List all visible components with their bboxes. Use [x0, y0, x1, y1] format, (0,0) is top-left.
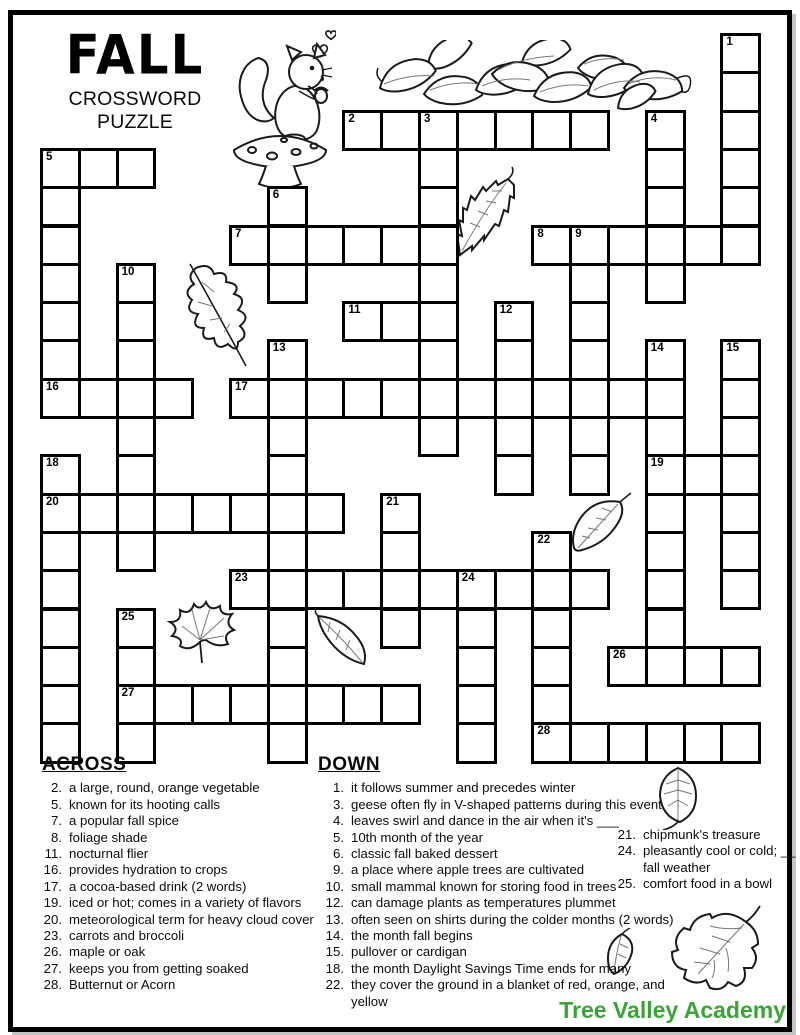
grid-cell[interactable]	[40, 186, 81, 227]
grid-cell[interactable]	[418, 339, 459, 380]
grid-cell[interactable]	[267, 225, 308, 266]
cell-number: 14	[650, 342, 664, 355]
clue-number: 13.	[325, 911, 344, 927]
across-clues	[36, 754, 314, 994]
grid-cell[interactable]	[342, 569, 383, 610]
clue-text: often seen on shirts during the colder months (2 words)	[351, 911, 674, 927]
grid-cell[interactable]	[418, 301, 459, 342]
clue-text: foliage shade	[69, 829, 148, 845]
grid-cell[interactable]	[569, 301, 610, 342]
cell-number: 18	[46, 457, 59, 470]
clue-number: 20.	[43, 911, 62, 927]
cell-number: 7	[235, 227, 242, 240]
grid-cell[interactable]	[229, 378, 270, 419]
grid-cell[interactable]	[569, 416, 610, 457]
clue-number: 3.	[333, 796, 344, 812]
clue-number: 19.	[43, 895, 62, 911]
grid-cell[interactable]	[720, 569, 761, 610]
grid-cell[interactable]	[720, 225, 761, 266]
grid-cell[interactable]	[40, 148, 81, 189]
grid-cell[interactable]	[380, 301, 421, 342]
cell-number: 23	[235, 572, 248, 585]
clue-text: can damage plants as temperatures plummet	[351, 895, 616, 911]
grid-cell[interactable]	[569, 263, 610, 304]
grid-cell[interactable]	[418, 569, 459, 610]
cell-number: 16	[46, 380, 59, 393]
grid-cell[interactable]	[342, 110, 383, 151]
clue-number: 5.	[51, 796, 62, 812]
grid-cell[interactable]	[267, 608, 308, 649]
clue-text: a cocoa-based drink (2 words)	[69, 878, 247, 894]
grid-cell[interactable]	[456, 646, 497, 687]
grid-cell[interactable]	[607, 378, 648, 419]
grid-cell[interactable]	[456, 110, 497, 151]
clue-text: chipmunk's treasure	[643, 827, 761, 842]
grid-cell[interactable]	[720, 646, 761, 687]
clue-text: the month fall begins	[351, 928, 473, 944]
grid-cell[interactable]	[645, 339, 686, 380]
across-clue-16	[36, 862, 314, 878]
clue-text: carrots and broccoli	[69, 928, 185, 944]
grid-cell[interactable]	[380, 225, 421, 266]
grid-cell[interactable]	[683, 454, 724, 495]
grid-cell[interactable]	[645, 148, 686, 189]
grid-cell[interactable]	[418, 416, 459, 457]
grid-cell[interactable]	[380, 531, 421, 572]
grid-cell[interactable]	[305, 225, 346, 266]
grid-cell[interactable]	[116, 301, 157, 342]
grid-cell[interactable]	[456, 684, 497, 725]
grid-cell[interactable]	[267, 684, 308, 725]
grid-cell[interactable]	[305, 569, 346, 610]
down-clue-14	[312, 928, 674, 944]
grid-cell[interactable]	[267, 186, 308, 227]
grid-cell[interactable]	[720, 493, 761, 534]
down-clue-15	[312, 944, 674, 960]
grid-cell[interactable]	[531, 531, 572, 572]
page-subtitle: CROSSWORD PUZZLE	[68, 88, 202, 133]
grid-cell[interactable]	[456, 608, 497, 649]
clue-number: 8.	[51, 829, 62, 845]
clue-number: 7.	[51, 813, 62, 829]
down-clue-3	[312, 797, 674, 813]
across-clue-27	[36, 961, 314, 977]
clue-number: 14.	[325, 928, 344, 944]
grid-cell[interactable]	[267, 493, 308, 534]
grid-cell[interactable]	[569, 454, 610, 495]
clue-number: 15.	[325, 944, 344, 960]
grid-cell[interactable]	[305, 684, 346, 725]
grid-cell[interactable]	[229, 493, 270, 534]
grid-cell[interactable]	[342, 301, 383, 342]
cell-number: 2	[348, 112, 355, 125]
grid-cell[interactable]	[78, 378, 119, 419]
grid-cell[interactable]	[116, 454, 157, 495]
grid-cell[interactable]	[418, 378, 459, 419]
grid-cell[interactable]	[40, 378, 81, 419]
grid-cell[interactable]	[116, 608, 157, 649]
clue-text: pleasantly cool or cold; __ fall weather	[643, 843, 796, 875]
cell-number: 3	[424, 112, 431, 125]
crossword-grid	[40, 33, 762, 763]
grid-cell[interactable]	[645, 646, 686, 687]
grid-cell[interactable]	[116, 339, 157, 380]
page-title: FALL	[65, 23, 205, 87]
clue-number: 10.	[325, 878, 344, 894]
across-clue-7	[36, 813, 314, 829]
grid-cell[interactable]	[683, 646, 724, 687]
big-maple-leaf-icon	[664, 902, 776, 998]
grid-cell[interactable]	[645, 608, 686, 649]
clue-text: leaves swirl and dance in the air when it's ___	[351, 813, 619, 829]
grid-cell[interactable]	[720, 454, 761, 495]
grid-cell[interactable]	[342, 378, 383, 419]
clue-text: known for its hooting calls	[69, 796, 220, 812]
grid-cell[interactable]	[116, 531, 157, 572]
clue-number: 18.	[325, 960, 344, 976]
grid-cell[interactable]	[342, 225, 383, 266]
clue-number: 11.	[44, 846, 62, 862]
grid-cell[interactable]	[380, 608, 421, 649]
cell-number: 24	[461, 572, 475, 585]
grid-cell[interactable]	[40, 646, 81, 687]
grid-cell[interactable]	[418, 263, 459, 304]
clue-number: 9.	[333, 862, 344, 878]
grid-cell[interactable]	[380, 110, 421, 151]
across-clue-19	[36, 895, 314, 911]
grid-cell[interactable]	[645, 569, 686, 610]
grid-cell[interactable]	[645, 110, 686, 151]
grid-cell[interactable]	[418, 110, 459, 151]
grid-cell[interactable]	[40, 454, 81, 495]
grid-cell[interactable]	[494, 454, 535, 495]
cell-number: 8	[537, 227, 544, 240]
grid-cell[interactable]	[418, 186, 459, 227]
grid-cell[interactable]	[531, 569, 572, 610]
grid-cell[interactable]	[456, 569, 497, 610]
grid-cell[interactable]	[607, 225, 648, 266]
cell-number: 22	[537, 533, 551, 546]
grid-cell[interactable]	[40, 684, 81, 725]
clue-text: it follows summer and precedes winter	[351, 780, 576, 796]
clue-number: 27.	[43, 960, 62, 976]
grid-cell[interactable]	[720, 531, 761, 572]
clue-text: meteorological term for heavy cloud cover	[69, 911, 314, 927]
cell-number: 15	[726, 342, 740, 355]
grid-cell[interactable]	[380, 378, 421, 419]
grid-cell[interactable]	[342, 684, 383, 725]
grid-cell[interactable]	[720, 339, 761, 380]
grid-cell[interactable]	[40, 301, 81, 342]
down-clue-25	[610, 876, 796, 892]
grid-cell[interactable]	[267, 378, 308, 419]
clue-number: 26.	[43, 944, 62, 960]
grid-cell[interactable]	[116, 148, 157, 189]
grid-cell[interactable]	[720, 378, 761, 419]
clue-number: 6.	[333, 846, 344, 862]
grid-cell[interactable]	[569, 378, 610, 419]
clue-text: Butternut or Acorn	[69, 977, 176, 993]
clue-number: 2.	[51, 780, 62, 796]
grid-cell[interactable]	[267, 569, 308, 610]
grid-cell[interactable]	[229, 225, 270, 266]
cell-number: 4	[650, 112, 658, 125]
grid-cell[interactable]	[720, 148, 761, 189]
grid-cell[interactable]	[645, 493, 686, 534]
grid-cell[interactable]	[569, 339, 610, 380]
clue-text: maple or oak	[69, 944, 146, 960]
grid-cell[interactable]	[645, 531, 686, 572]
grid-cell[interactable]	[418, 148, 459, 189]
cell-number: 21	[386, 495, 399, 508]
grid-cell[interactable]	[456, 378, 497, 419]
clue-text: they cover the ground in a blanket of red, orange, and yellow	[351, 977, 665, 1009]
clue-text: pullover or cardigan	[351, 944, 467, 960]
cell-number: 20	[46, 495, 59, 508]
grid-cell[interactable]	[267, 454, 308, 495]
grid-cell[interactable]	[267, 646, 308, 687]
clue-text: provides hydration to crops	[69, 862, 228, 878]
grid-cell[interactable]	[116, 263, 157, 304]
cell-number: 26	[613, 648, 626, 661]
cell-number: 5	[46, 150, 53, 163]
clue-text: 10th month of the year	[351, 829, 483, 845]
cell-number: 17	[235, 380, 248, 393]
grid-cell[interactable]	[229, 684, 270, 725]
clue-number: 17.	[43, 878, 62, 894]
grid-cell[interactable]	[153, 378, 194, 419]
down-clue-1	[312, 780, 674, 796]
grid-cell[interactable]	[191, 684, 232, 725]
grid-cell[interactable]	[494, 569, 535, 610]
grid-cell[interactable]	[531, 608, 572, 649]
grid-cell[interactable]	[569, 110, 610, 151]
grid-cell[interactable]	[267, 339, 308, 380]
clue-text: nocturnal flier	[69, 846, 149, 862]
across-clue-2	[36, 780, 314, 796]
clue-number: 1.	[333, 780, 344, 796]
logo-text: Tree Valley Academy	[559, 997, 786, 1023]
grid-cell[interactable]	[40, 339, 81, 380]
grid-cell[interactable]	[569, 225, 610, 266]
grid-cell[interactable]	[40, 225, 81, 266]
grid-cell[interactable]	[305, 493, 346, 534]
grid-cell[interactable]	[380, 493, 421, 534]
cell-number: 25	[121, 610, 135, 623]
grid-cell[interactable]	[720, 71, 761, 112]
grid-cell[interactable]	[720, 722, 761, 763]
cell-number: 27	[121, 687, 135, 700]
grid-cell[interactable]	[531, 646, 572, 687]
grid-cell[interactable]	[40, 493, 81, 534]
clue-number: 22.	[325, 977, 344, 993]
down-clue-13	[312, 912, 674, 928]
down-clue-21	[610, 827, 796, 843]
cell-number: 6	[272, 189, 280, 202]
clue-text: a place where apple trees are cultivated	[351, 862, 585, 878]
grid-cell[interactable]	[494, 339, 535, 380]
grid-cell[interactable]	[645, 225, 686, 266]
grid-cell[interactable]	[720, 416, 761, 457]
across-clue-28	[36, 977, 314, 993]
grid-cell[interactable]	[40, 263, 81, 304]
grid-cell[interactable]	[116, 684, 157, 725]
cell-number: 1	[726, 36, 733, 48]
grid-cell[interactable]	[153, 684, 194, 725]
across-clue-5	[36, 797, 314, 813]
grid-cell[interactable]	[720, 33, 761, 74]
clue-number: 5.	[333, 829, 344, 845]
grid-cell[interactable]	[40, 569, 81, 610]
across-clue-20	[36, 912, 314, 928]
grid-cell[interactable]	[78, 148, 119, 189]
clue-text: small mammal known for storing food in trees	[351, 878, 617, 894]
across-clue-17	[36, 879, 314, 895]
grid-cell[interactable]	[267, 263, 308, 304]
grid-cell[interactable]	[305, 378, 346, 419]
cell-number: 19	[650, 457, 664, 470]
clue-number: 24.	[617, 843, 636, 859]
down-clue-24	[610, 843, 796, 876]
cell-number: 9	[575, 227, 582, 240]
grid-cell[interactable]	[116, 378, 157, 419]
clue-text: geese often fly in V-shaped patterns during this event	[351, 796, 662, 812]
clue-text: a large, round, orange vegetable	[69, 780, 260, 796]
grid-cell[interactable]	[531, 110, 572, 151]
grid-cell[interactable]	[229, 569, 270, 610]
cell-number: 13	[272, 342, 286, 355]
down-clue-18	[312, 961, 674, 977]
grid-cell[interactable]	[494, 416, 535, 457]
clue-number: 23.	[43, 928, 62, 944]
clue-number: 4.	[333, 813, 344, 829]
across-clue-26	[36, 944, 314, 960]
grid-cell[interactable]	[116, 416, 157, 457]
grid-cell[interactable]	[40, 608, 81, 649]
grid-cell[interactable]	[531, 684, 572, 725]
grid-cell[interactable]	[645, 378, 686, 419]
clue-text: keeps you from getting soaked	[69, 960, 249, 976]
cell-number: 11	[348, 304, 361, 317]
grid-cell[interactable]	[418, 225, 459, 266]
across-clue-8	[36, 830, 314, 846]
across-heading: ACROSS	[42, 754, 127, 775]
grid-cell[interactable]	[720, 110, 761, 151]
grid-cell[interactable]	[683, 225, 724, 266]
grid-cell[interactable]	[380, 569, 421, 610]
across-clue-11	[36, 846, 314, 862]
grid-cell[interactable]	[645, 186, 686, 227]
grid-cell[interactable]	[116, 493, 157, 534]
down-heading: DOWN	[318, 754, 381, 775]
cell-number: 28	[537, 725, 551, 738]
clue-text: the month Daylight Savings Time ends for many	[351, 960, 632, 976]
grid-cell[interactable]	[78, 493, 119, 534]
clue-number: 25.	[617, 876, 636, 892]
grid-cell[interactable]	[380, 684, 421, 725]
clue-number: 28.	[43, 977, 62, 993]
grid-cell[interactable]	[531, 225, 572, 266]
grid-cell[interactable]	[683, 722, 724, 763]
cell-number: 10	[121, 265, 135, 278]
grid-cell[interactable]	[720, 186, 761, 227]
clue-text: iced or hot; comes in a variety of flavors	[69, 895, 302, 911]
grid-cell[interactable]	[494, 378, 535, 419]
clue-number: 21.	[617, 827, 636, 842]
grid-cell[interactable]	[267, 531, 308, 572]
grid-cell[interactable]	[645, 416, 686, 457]
clue-text: classic fall baked dessert	[351, 846, 498, 862]
grid-cell[interactable]	[40, 531, 81, 572]
grid-cell[interactable]	[191, 493, 232, 534]
grid-cell[interactable]	[569, 569, 610, 610]
grid-cell[interactable]	[645, 263, 686, 304]
across-clue-23	[36, 928, 314, 944]
clue-text: comfort food in a bowl	[643, 876, 773, 892]
clue-number: 12.	[325, 895, 344, 911]
grid-cell[interactable]	[494, 110, 535, 151]
grid-cell[interactable]	[267, 416, 308, 457]
down-clues-right-column	[610, 827, 796, 893]
cell-number: 12	[499, 304, 513, 317]
clue-text: a popular fall spice	[69, 813, 179, 829]
grid-cell[interactable]	[153, 493, 194, 534]
grid-cell[interactable]	[494, 301, 535, 342]
grid-cell[interactable]	[116, 646, 157, 687]
down-clue-12	[312, 895, 674, 911]
clue-number: 16.	[43, 862, 62, 878]
grid-cell[interactable]	[531, 378, 572, 419]
grid-cell[interactable]	[645, 454, 686, 495]
grid-cell[interactable]	[607, 646, 648, 687]
